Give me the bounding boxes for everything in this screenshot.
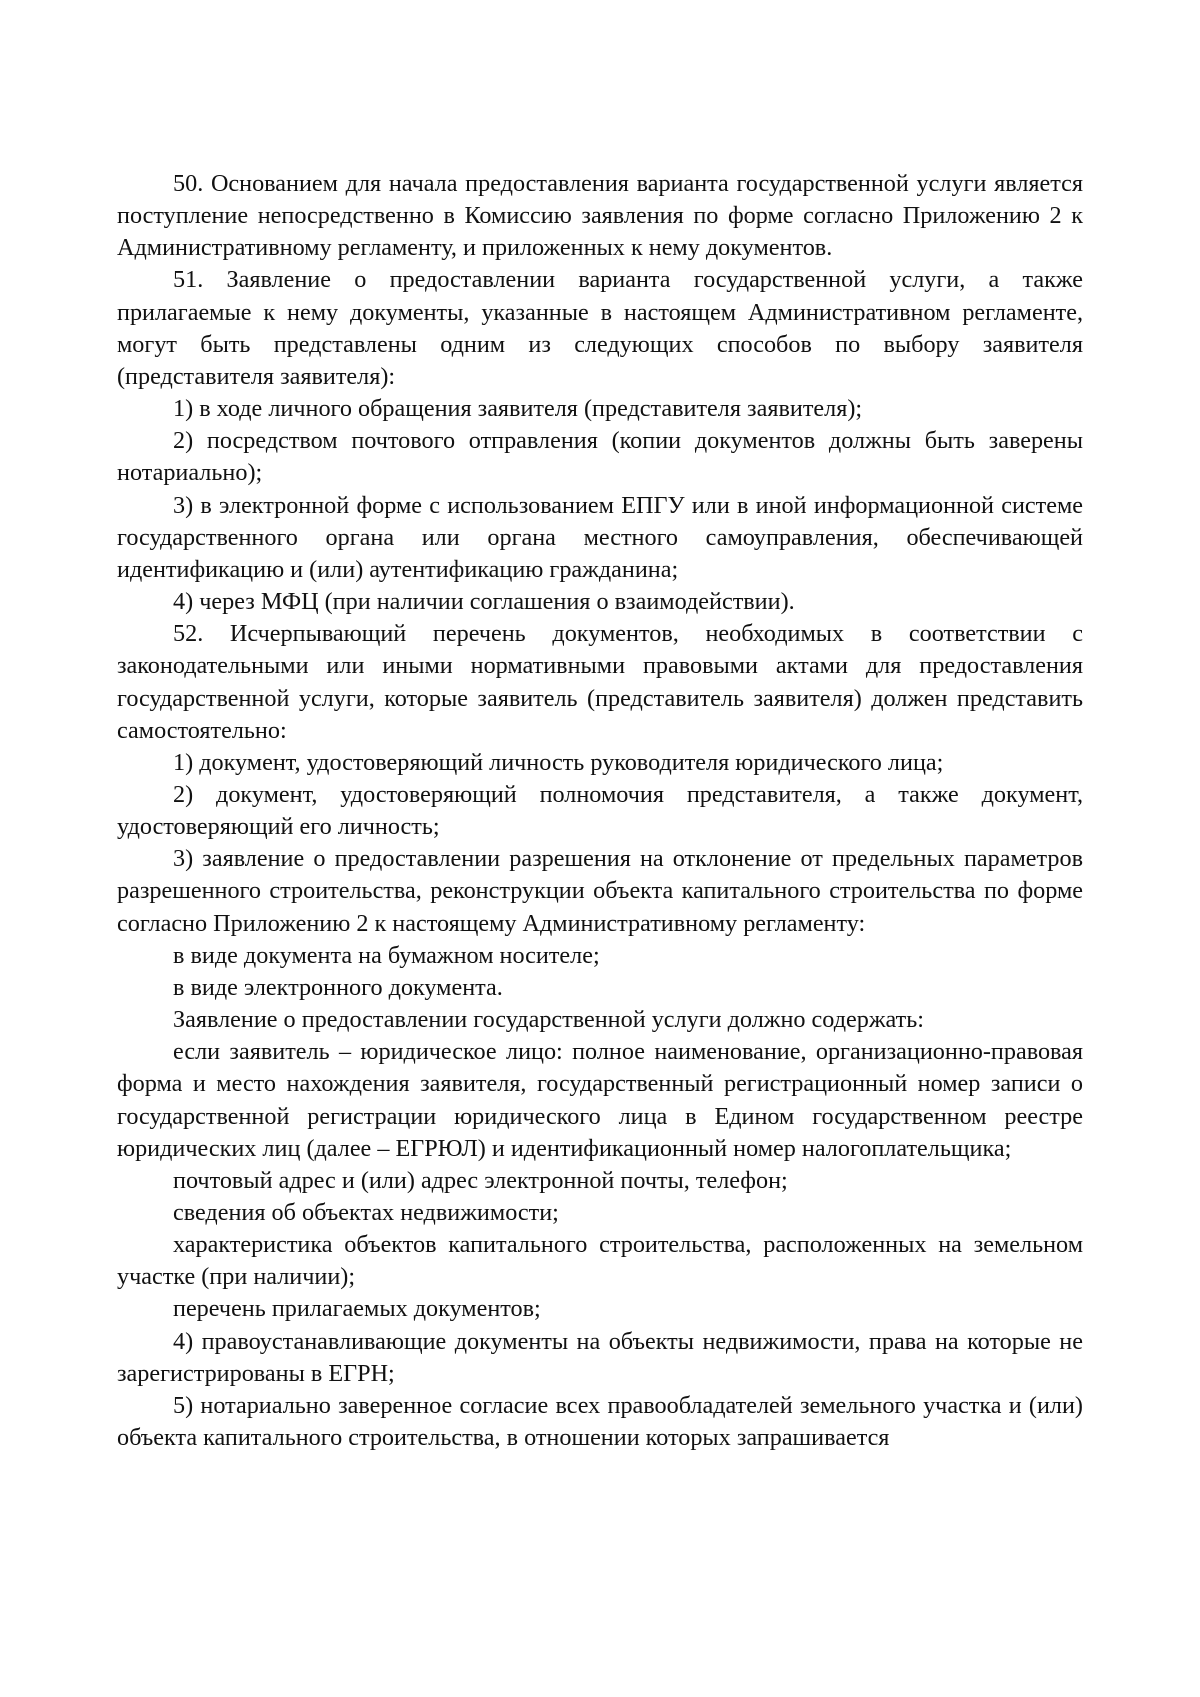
content-item-address: почтовый адрес и (или) адрес электронной почты, телефон; (173, 1166, 788, 1194)
content-item-legal-entity: если заявитель – юридическое лицо: полное наименование, организационно-правовая форма и место нахождения заявителя, государственный регистрационный номер записи о государственной регистрации юридического лица в Едином государственном реестре юридических лиц (далее – ЕГРЮЛ) и идентификационный номер налогоплательщика; (117, 1038, 1083, 1162)
list-item-52-5: 5) нотариально заверенное согласие всех правообладателей земельного участка и (или) объекта капитального строительства, в отношении которых запрашивается (117, 1391, 1083, 1452)
content-item-real-estate: сведения об объектах недвижимости; (173, 1199, 559, 1226)
sub-item-electronic-form: в виде электронного документа. (173, 973, 503, 1001)
list-item-51-2: 2) посредством почтового отправления (копии документов должны быть заверены нотариально); (117, 427, 1083, 487)
sub-item-paper-form: в виде документа на бумажном носителе; (173, 941, 600, 969)
list-item-51-1: 1) в ходе личного обращения заявителя (представителя заявителя); (173, 395, 863, 423)
document-page (117, 168, 1083, 1454)
paragraph-52: 52. Исчерпывающий перечень документов, необходимых в соответствии с законодательными или иными нормативными правовыми актами для предоставления государственной услуги, которые заявитель (представитель заявителя) должен представить самостоятельно: (117, 620, 1083, 744)
paragraph-51: 51. Заявление о предоставлении варианта государственной услуги, а также прилагаемые к нему документы, указанные в настоящем Административном регламенте, могут быть представлены одним из следующих способов по выбору заявителя (представителя заявителя): (117, 266, 1083, 390)
list-item-51-3: 3) в электронной форме с использованием ЕПГУ или в иной информационной системе государственного органа или органа местного самоуправления, обеспечивающей идентификацию и (или) аутентификацию гражданина; (117, 491, 1083, 583)
list-item-52-2: 2) документ, удостоверяющий полномочия представителя, а также документ, удостоверяющий его личность; (117, 780, 1083, 841)
list-item-52-3: 3) заявление о предоставлении разрешения на отклонение от предельных параметров разрешенного строительства, реконструкции объекта капитального строительства по форме согласно Приложению 2 к настоящему Административному регламенту: (117, 845, 1083, 937)
list-item-52-4: 4) правоустанавливающие документы на объекты недвижимости, права на которые не зарегистрированы в ЕГРН; (117, 1327, 1083, 1387)
paragraph-50: 50. Основанием для начала предоставления варианта государственной услуги является поступление непосредственно в Комиссию заявления по форме согласно Приложению 2 к Административному регламенту, и приложенных к нему документов. (117, 170, 1083, 262)
content-item-attachments: перечень прилагаемых документов; (173, 1295, 541, 1323)
content-item-characteristics: характеристика объектов капитального строительства, расположенных на земельном участке (при наличии); (117, 1231, 1083, 1291)
application-content-heading: Заявление о предоставлении государственной услуги должно содержать: (173, 1006, 924, 1034)
list-item-52-1: 1) документ, удостоверяющий личность руководителя юридического лица; (173, 748, 944, 776)
list-item-51-4: 4) через МФЦ (при наличии соглашения о взаимодействии). (173, 588, 795, 616)
